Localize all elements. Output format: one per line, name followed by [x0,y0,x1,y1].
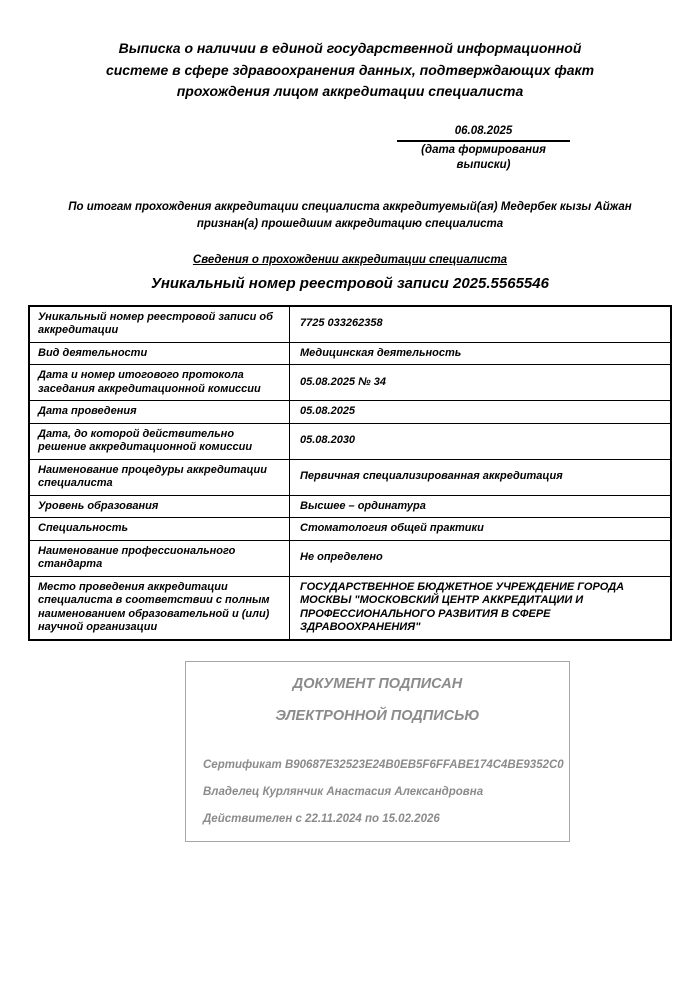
row-label: Дата, до которой действительно решение аккредитационной комиссии [29,423,290,459]
row-value: Стоматология общей практики [290,518,672,541]
row-value: Не определено [290,540,672,576]
accreditation-result-paragraph [40,199,660,234]
document-title [100,38,600,103]
result-paragraph-line: признан(а) прошедшим аккредитацию специалиста [196,218,504,230]
row-label: Специальность [29,518,290,541]
result-paragraph-line: По итогам прохождения аккредитации специалиста аккредитуемый(ая) Медербек кызы Айжан [68,200,632,213]
accreditation-table [28,305,672,641]
row-value: 05.08.2030 [290,423,672,459]
row-label: Вид деятельности [29,342,290,365]
signature-details [186,752,569,833]
extract-date: 06.08.2025 [397,123,570,142]
row-label: Дата проведения [29,401,290,424]
row-value: ГОСУДАРСТВЕННОЕ БЮДЖЕТНОЕ УЧРЕЖДЕНИЕ ГОРОДА МОСКВЫ "МОСКОВСКИЙ ЦЕНТР АККРЕДИТАЦИИ И ПРОФЕССИОНАЛЬНОГО РАЗВИТИЯ В СФЕРЕ ЗДРАВООХРАНЕНИЯ" [290,576,672,640]
table-row [29,401,671,424]
table-row [29,576,671,640]
registry-number-heading: Уникальный номер реестровой записи 2025.5565546 [151,274,549,292]
signature-owner: Владелец Курлянчик Анастасия Александровна [203,785,484,798]
table-row [29,423,671,459]
electronic-signature-stamp [185,661,570,842]
signature-validity: Действителен с 22.11.2024 по 15.02.2026 [203,812,440,825]
row-value: Медицинская деятельность [290,342,672,365]
signature-certificate: Сертификат B90687E32523E24B0EB5F6FFABE174C4BE9352C0 [203,758,564,771]
table-row [29,306,671,343]
row-value: Первичная специализированная аккредитация [290,459,672,495]
section-heading: Сведения о прохождении аккредитации специалиста [192,253,508,266]
table-row [29,459,671,495]
extract-date-block [397,123,570,173]
table-row [29,518,671,541]
row-label: Уникальный номер реестровой записи об аккредитации [29,306,290,343]
document-title-line: прохождения лицом аккредитации специалиста [176,83,524,99]
table-row [29,342,671,365]
table-row [29,540,671,576]
row-label: Уровень образования [29,495,290,518]
document-title-line: системе в сфере здравоохранения данных, подтверждающих факт [105,61,595,78]
row-value: 7725 033262358 [290,306,672,343]
row-label: Наименование процедуры аккредитации специалиста [29,459,290,495]
document-title-line: Выписка о наличии в единой государственной информационной [118,40,582,56]
row-value: 05.08.2025 [290,401,672,424]
signature-title-line: ДОКУМЕНТ ПОДПИСАН [292,675,463,692]
signature-title-line: ЭЛЕКТРОННОЙ ПОДПИСЬЮ [275,707,480,724]
row-label: Наименование профессионального стандарта [29,540,290,576]
extract-date-caption: (дата формирования выписки) [421,143,546,171]
row-value: 05.08.2025 № 34 [290,365,672,401]
table-row [29,495,671,518]
row-label: Дата и номер итогового протокола заседания аккредитационной комиссии [29,365,290,401]
row-value: Высшее – ординатура [290,495,672,518]
row-label: Место проведения аккредитации специалиста в соответствии с полным наименованием образовательной и (или) научной организации [29,576,290,640]
table-row [29,365,671,401]
